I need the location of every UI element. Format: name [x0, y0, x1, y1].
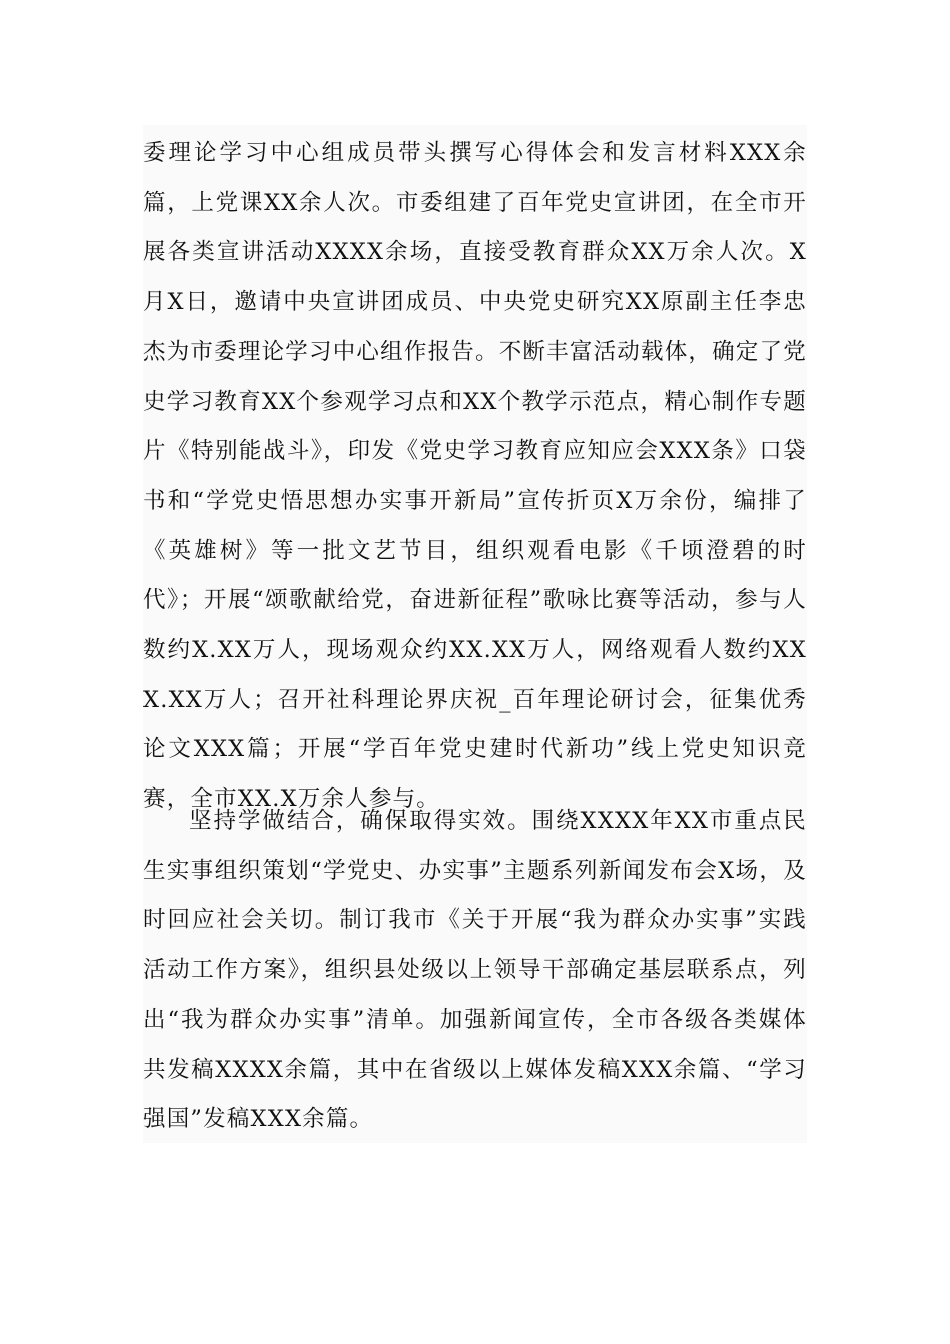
paragraph-1: 委理论学习中心组成员带头撰写心得体会和发言材料XXX余篇，上党课XX余人次。市委组建了百年党史宣讲团，在全市开展各类宣讲活动XXXX余场，直接受教育群众XX万余人次。X月X日，邀请中央宣讲团成员、中央党史研究XX原副主任李忠杰为市委理论学习中心组作报告。不断丰富活动载体，确定了党史学习教育XX个参观学习点和XX个教学示范点，精心制作专题片《特别能战斗》，印发《党史学习教育应知应会XXX条》口袋书和“学党史悟思想办实事开新局”宣传折页X万余份，编排了《英雄树》等一批文艺节目，组织观看电影《千顷澄碧的时代》；开展“颂歌献给党，奋进新征程”歌咏比赛等活动，参与人数约X.XX万人，现场观众约XX.XX万人，网络观看人数约XXX.XX万人；召开社科理论界庆祝_百年理论研讨会，征集优秀论文XXX篇；开展“学百年党史建时代新功”线上党史知识竞赛，全市XX.X万余人参与。	[143, 140, 807, 813]
document-page	[143, 125, 807, 1143]
paragraph-2: 坚持学做结合，确保取得实效。围绕XXXX年XX市重点民生实事组织策划“学党史、办实事”主题系列新闻发布会X场，及时回应社会关切。制订我市《关于开展“我为群众办实事”实践活动工作方案》，组织县处级以上领导干部确定基层联系点，列出“我为群众办实事”清单。加强新闻宣传，全市各级各类媒体共发稿XXXX余篇，其中在省级以上媒体发稿XXX余篇、“学习强国”发稿XXX余篇。	[143, 808, 807, 1133]
